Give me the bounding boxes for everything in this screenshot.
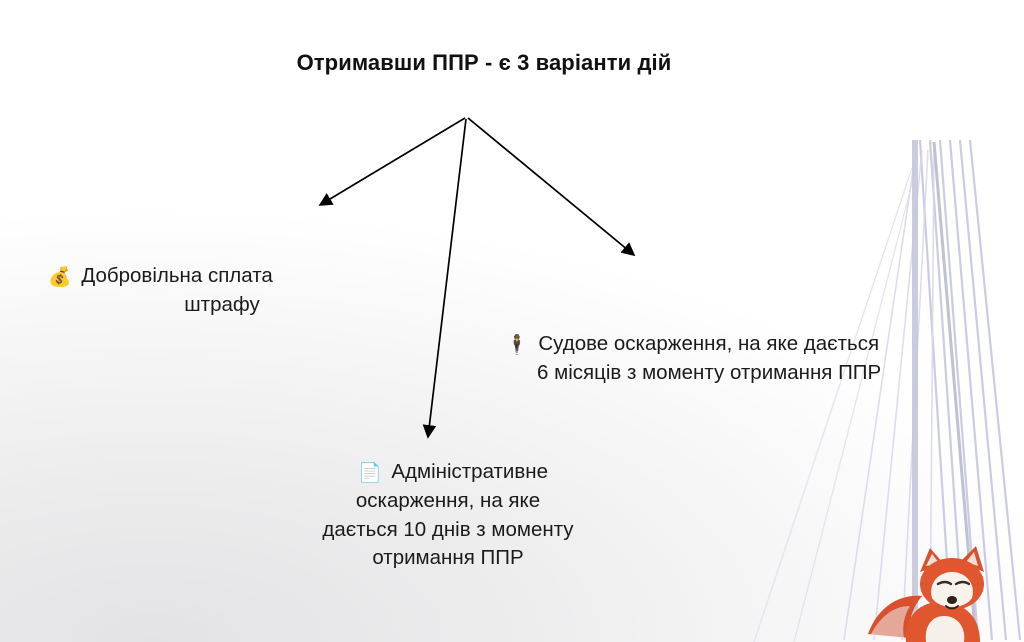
- option-voluntary-payment-line2: штрафу: [184, 293, 260, 317]
- option-administrative-appeal-line2: оскарження, на яке: [355, 489, 541, 513]
- arrow-to-voluntary-payment: [320, 118, 465, 205]
- option-voluntary-payment-text1: Добровільна сплата: [81, 264, 273, 287]
- option-court-appeal-line2: 6 місяців з моменту отримання ППР: [537, 361, 882, 385]
- option-court-appeal: [505, 330, 1013, 388]
- arrow-to-court-appeal: [468, 118, 634, 255]
- fox-mascot: [860, 522, 1010, 642]
- option-court-appeal-text1: Судове оскарження, на яке дається: [538, 332, 880, 355]
- money-bag-icon: 💰: [48, 267, 72, 288]
- slide-title-text: Отримавши ППР - є 3 варіанти дій: [296, 50, 672, 75]
- option-court-appeal-line1: [505, 330, 1013, 359]
- option-administrative-appeal-text1: Адміністративне: [391, 460, 548, 483]
- option-administrative-appeal-line3: дається 10 днів з моменту: [322, 517, 574, 541]
- document-icon: 📄: [358, 463, 382, 484]
- option-voluntary-payment: [48, 262, 378, 320]
- option-administrative-appeal-line1: [258, 458, 638, 487]
- option-administrative-appeal: [258, 458, 638, 572]
- option-voluntary-payment-line1: [48, 262, 378, 291]
- option-administrative-appeal-line4: отримання ППР: [372, 545, 524, 569]
- arrow-to-administrative-appeal: [428, 119, 466, 437]
- businessman-icon: 🕴: [505, 335, 529, 356]
